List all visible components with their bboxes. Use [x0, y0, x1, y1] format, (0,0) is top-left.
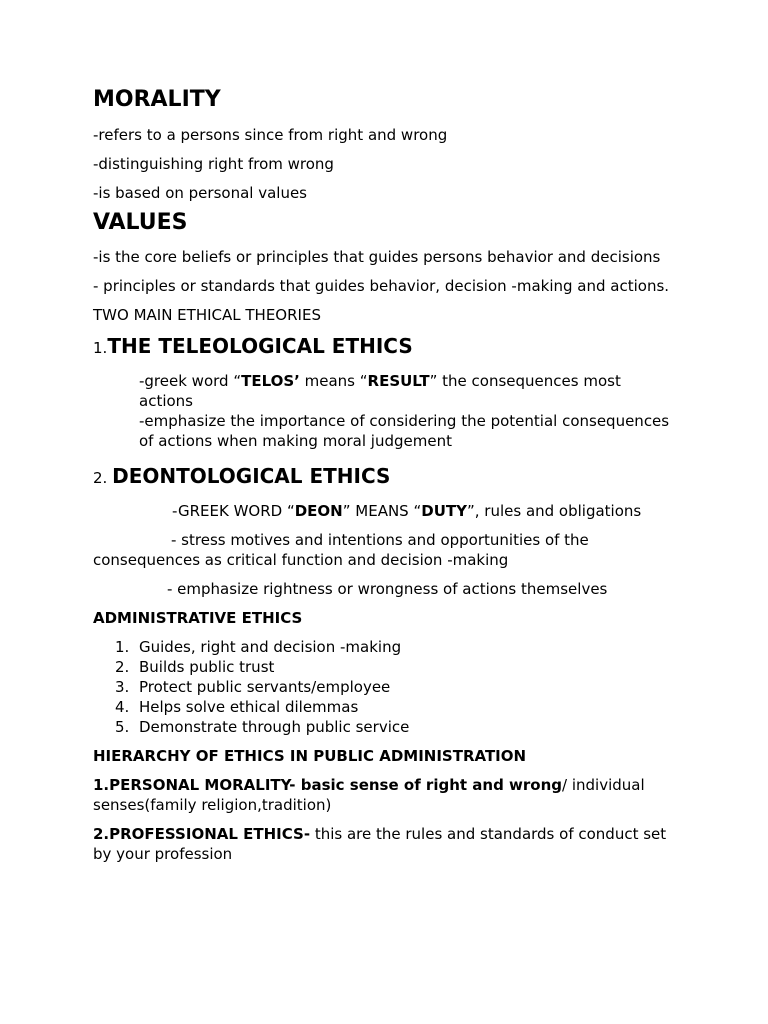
deon-term: DEON — [294, 502, 343, 520]
list-item — [93, 717, 673, 737]
list-number: 5. — [115, 718, 130, 736]
teleological-heading — [93, 331, 673, 363]
text-run: ” the consequences most actions — [139, 372, 621, 410]
list-item — [93, 677, 673, 697]
list-item — [93, 637, 673, 657]
list-number: 3. — [115, 678, 130, 696]
list-text: Builds public trust — [139, 658, 275, 676]
deontological-line: - emphasize rightness or wrongness of actions themselves — [167, 580, 608, 598]
personal-morality-term: 1.PERSONAL MORALITY- basic sense of right and wrong — [93, 776, 563, 794]
deontological-title: DEONTOLOGICAL ETHICS — [112, 464, 391, 488]
values-line: -is the core beliefs or principles that guides persons behavior and decisions — [93, 248, 661, 266]
teleological-title: THE TELEOLOGICAL ETHICS — [107, 334, 413, 358]
hierarchy-item-professional — [93, 824, 673, 864]
list-item — [93, 657, 673, 677]
telos-term: TELOS’ — [241, 372, 300, 390]
text-run: means “ — [299, 372, 368, 390]
text-run: this are the rules and standards of conduct set by your profession — [93, 825, 667, 863]
list-text: Demonstrate through public service — [139, 718, 410, 736]
two-main-theories: TWO MAIN ETHICAL THEORIES — [93, 306, 321, 324]
teleological-number: 1. — [93, 339, 108, 357]
result-term: RESULT — [367, 372, 430, 390]
text-run: ” MEANS “ — [342, 502, 422, 520]
values-line: - principles or standards that guides behavior, decision -making and actions. — [93, 277, 670, 295]
admin-heading: ADMINISTRATIVE ETHICS — [93, 609, 303, 627]
duty-term: DUTY — [421, 502, 467, 520]
list-number: 1. — [115, 638, 130, 656]
teleological-line: -emphasize the importance of considering the potential consequences of actions when making moral judgement — [139, 412, 670, 450]
deontological-number: 2. — [93, 469, 113, 487]
text-run: -greek word “ — [139, 372, 242, 390]
text-run: ”, rules and obligations — [466, 502, 642, 520]
list-text: Helps solve ethical dilemmas — [139, 698, 359, 716]
list-number: 4. — [115, 698, 130, 716]
morality-line: -refers to a persons since from right and wrong — [93, 126, 448, 144]
list-text: Protect public servants/employee — [139, 678, 391, 696]
list-text: Guides, right and decision -making — [139, 638, 402, 656]
list-item — [93, 697, 673, 717]
deontological-line: consequences as critical function and decision -making — [93, 551, 509, 569]
professional-ethics-term: 2.PROFESSIONAL ETHICS- — [93, 825, 311, 843]
text-run: -GREEK WORD “ — [172, 502, 295, 520]
morality-line: -is based on personal values — [93, 184, 307, 202]
document-page — [93, 86, 673, 864]
deontological-heading — [93, 461, 673, 493]
deontological-line: - stress motives and intentions and opportunities of the — [171, 531, 589, 549]
admin-list — [93, 637, 673, 737]
morality-line: -distinguishing right from wrong — [93, 155, 334, 173]
list-number: 2. — [115, 658, 130, 676]
text-run: / individual senses(family religion,tradition) — [93, 776, 645, 814]
hierarchy-item-personal — [93, 775, 673, 815]
teleological-line — [139, 371, 673, 411]
teleological-body — [93, 371, 673, 451]
morality-heading: MORALITY — [93, 87, 221, 112]
values-heading: VALUES — [93, 210, 188, 235]
hierarchy-heading: HIERARCHY OF ETHICS IN PUBLIC ADMINISTRATION — [93, 747, 527, 765]
deontological-line — [93, 501, 673, 521]
